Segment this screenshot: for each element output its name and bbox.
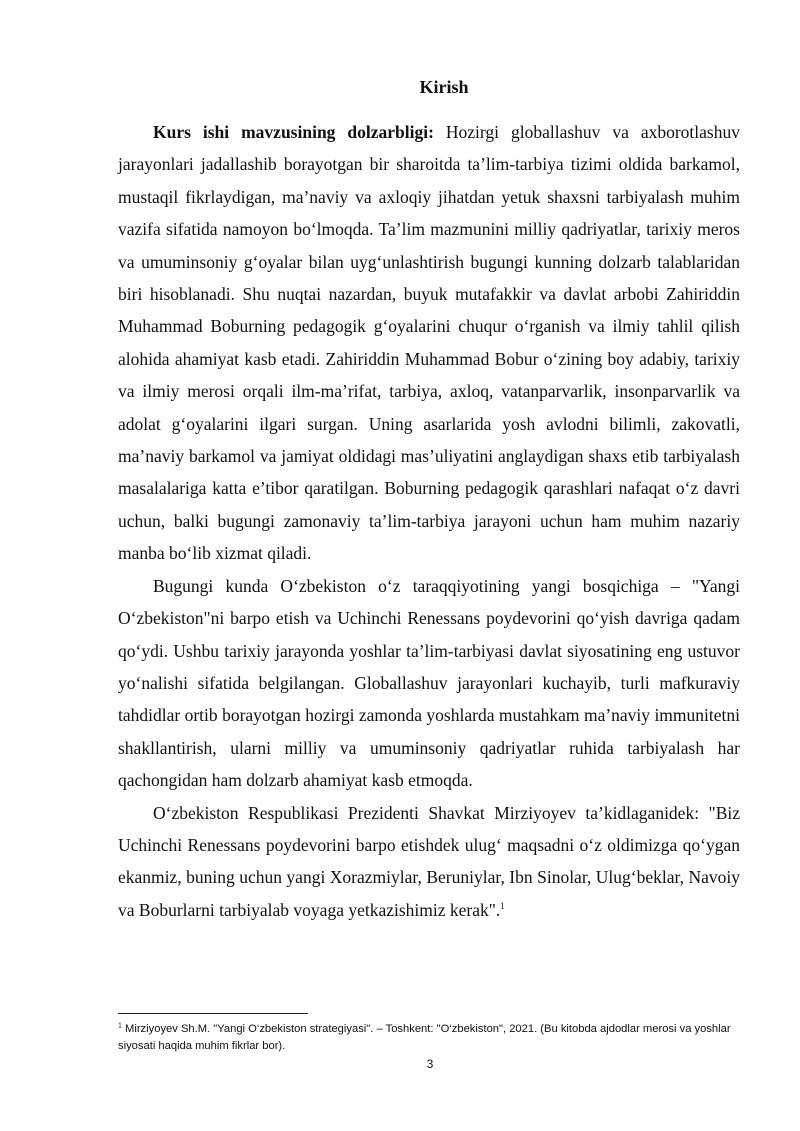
footnote-marker: 1 (118, 1022, 122, 1030)
paragraph-relevance (118, 116, 740, 570)
footnote-reference[interactable]: 1 (500, 900, 505, 911)
paragraph-lead: Kurs ishi mavzusining dolzarbligi: (153, 122, 434, 142)
paragraph-text: Hozirgi globallashuv va axborotlashuv jarayonlari jadallashib borayotgan bir sharoitda ta’lim-tarbiya tizimi oldida barkamol, mustaqil fikrlaydigan, ma’naviy va axloqiy jihatdan yetuk shaxsni tarbiyalash muhim vazifa sifatida namoyon bo‘lmoqda. Ta’lim mazmunini milliy qadriyatlar, tarixiy meros va umuminsoniy g‘oyalar bilan uyg‘unlashtirish bugungi kunning dolzarb talablaridan biri hisoblanadi. Shu nuqtai nazardan, buyuk mutafakkir va davlat arbobi Zahiriddin Muhammad Boburning pedagogik g‘oyalarini chuqur o‘rganish va ilmiy tahlil qilish alohida ahamiyat kasb etadi. Zahiriddin Muhammad Bobur o‘zining boy adabiy, tarixiy va ilmiy merosi orqali ilm-ma’rifat, tarbiya, axloq, vatanparvarlik, insonparvarlik va adolat g‘oyalarini ilgari surgan. Uning asarlarida yosh avlodni bilimli, zakovatli, ma’naviy barkamol va jamiyat oldidagi mas’uliyatini anglaydigan shaxs etib tarbiyalash masalalariga katta e’tibor qaratilgan. Boburning pedagogik qarashlari nafaqat o‘z davri uchun, balki bugungi zamonaviy ta’lim-tarbiya jarayoni uchun ham muhim nazariy manba bo‘lib xizmat qiladi. (118, 122, 740, 564)
page-number: 3 (426, 1057, 434, 1071)
footnote (118, 1021, 740, 1055)
paragraph-text: O‘zbekiston Respublikasi Prezidenti Shavkat Mirziyoyev ta’kidlaganidek: "Biz Uchinchi Renessans poydevorini barpo etishdek ulug‘ maqsadni o‘z oldimizga qo‘ygan ekanmiz, buning uchun yangi Xorazmiylar, Beruniylar, Ibn Sinolar, Ulug‘beklar, Navoiy va Boburlarni tarbiyalab voyaga yetkazishimiz kerak". (118, 802, 740, 920)
footnote-separator (118, 1013, 308, 1014)
body-text (118, 116, 740, 926)
paragraph-new-uzbekistan (118, 570, 740, 797)
paragraph-text: Bugungi kunda O‘zbekiston o‘z taraqqiyotining yangi bosqichiga – "Yangi O‘zbekiston"ni barpo etish va Uchinchi Renessans poydevorini qo‘yish davriga qadam qo‘ydi. Ushbu tarixiy jarayonda yoshlar ta’lim-tarbiyasi davlat siyosatining eng ustuvor yo‘nalishi sifatida belgilangan. Globallashuv jarayonlari kuchayib, turli mafkuraviy tahdidlar ortib borayotgan hozirgi zamonda yoshlarda mustahkam ma’naviy immunitetni shakllantirish, ularni milliy va umuminsoniy qadriyatlar ruhida tarbiyalash har qachongidan ham dolzarb ahamiyat kasb etmoqda. (118, 575, 740, 791)
section-title: Kirish (419, 77, 469, 97)
paragraph-president-quote (118, 797, 740, 927)
footnote-text: Mirziyoyev Sh.M. "Yangi O‘zbekiston strategiyasi". – Toshkent: "O‘zbekiston", 2021. (Bu kitobda ajdodlar merosi va yoshlar siyosati haqida muhim fikrlar bor). (118, 1023, 731, 1052)
